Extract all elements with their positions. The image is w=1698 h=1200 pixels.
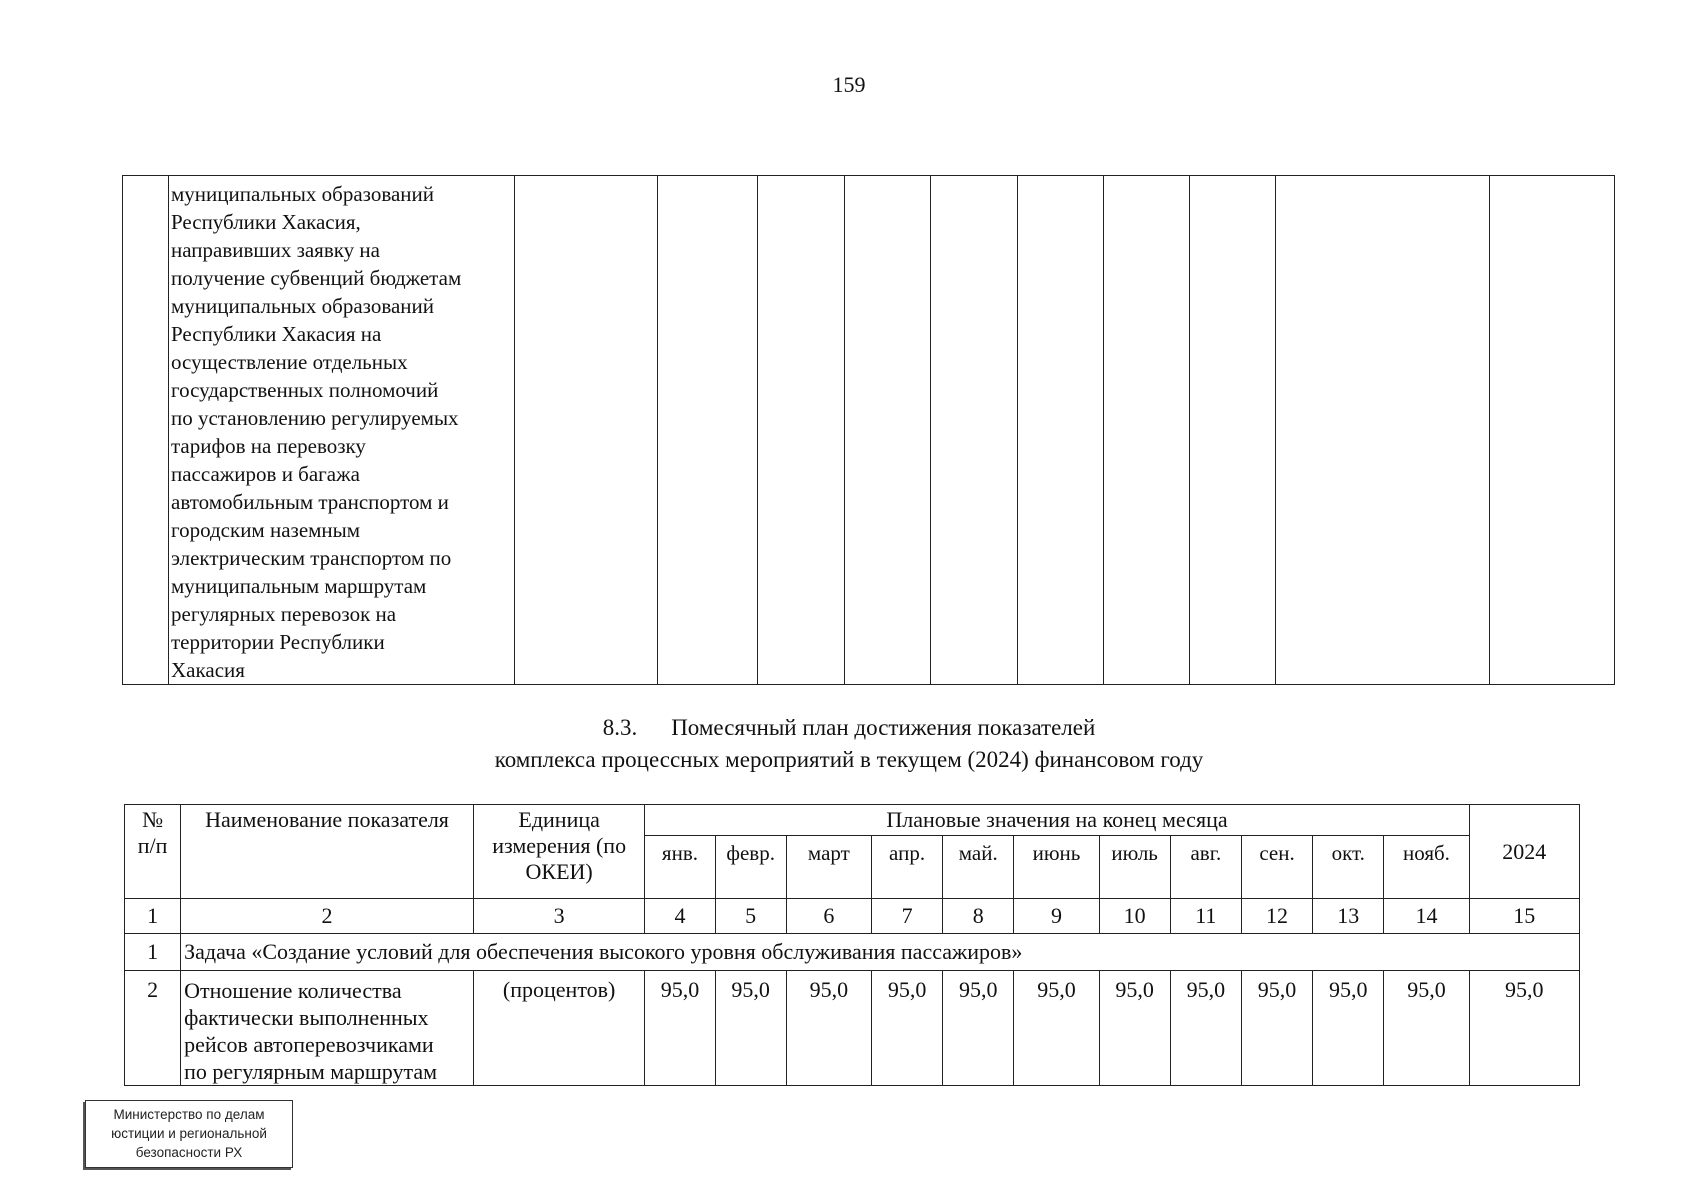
monthly-plan-table <box>124 804 1580 1086</box>
section-title <box>0 712 1698 776</box>
column-number: 10 <box>1099 899 1170 934</box>
indicator-num: 2 <box>125 971 181 1086</box>
column-number: 1 <box>125 899 181 934</box>
column-number: 7 <box>871 899 942 934</box>
value-nov: 95,0 <box>1384 971 1469 1086</box>
cell-empty <box>1018 176 1104 685</box>
header-month-jan: янв. <box>645 836 715 899</box>
cell-empty <box>758 176 845 685</box>
value-2024: 95,0 <box>1469 971 1579 1086</box>
value-mar: 95,0 <box>786 971 871 1086</box>
cell-indicator-continuation <box>169 176 515 685</box>
indicator-continuation-text: муниципальных образований Республики Хакасия, направивших заявку на получение субвенций бюджетам муниципальных образований Республики Хакасия на осуществление отдельных государственных полномочий по установлению регулируемых тарифов на перевозку пассажиров и багажа автомобильным транспортом и городским наземным электрическим транспортом по муниципальным маршрутам регулярных перевозок на территории Республики Хакасия <box>171 182 462 682</box>
header-year: 2024 <box>1469 805 1579 899</box>
column-number: 5 <box>715 899 786 934</box>
section-title-text-1: Помесячный план достижения показателей <box>671 715 1096 740</box>
column-number: 6 <box>786 899 871 934</box>
header-month-mar: март <box>786 836 871 899</box>
column-number: 13 <box>1313 899 1384 934</box>
header-indicator-name: Наименование показателя <box>181 805 474 899</box>
task-num: 1 <box>125 934 181 971</box>
header-month-nov: нояб. <box>1384 836 1469 899</box>
header-plan-values: Плановые значения на конец месяца <box>645 805 1469 836</box>
column-number: 11 <box>1170 899 1241 934</box>
value-may: 95,0 <box>943 971 1014 1086</box>
value-apr: 95,0 <box>871 971 942 1086</box>
task-text: Задача «Создание условий для обеспечения высокого уровня обслуживания пассажиров» <box>181 934 1580 971</box>
header-num: № п/п <box>125 805 181 899</box>
value-jun: 95,0 <box>1014 971 1099 1086</box>
ministry-stamp <box>85 1100 293 1168</box>
header-month-jul: июль <box>1099 836 1170 899</box>
column-number: 12 <box>1241 899 1312 934</box>
column-number: 4 <box>645 899 715 934</box>
indicator-row <box>125 971 1580 1086</box>
value-aug: 95,0 <box>1170 971 1241 1086</box>
cell-empty <box>1490 176 1615 685</box>
column-number: 8 <box>943 899 1014 934</box>
cell-empty <box>1190 176 1276 685</box>
stamp-line: безопасности РХ <box>135 1145 243 1160</box>
header-month-may: май. <box>943 836 1014 899</box>
continuation-row <box>123 176 1615 685</box>
value-sep: 95,0 <box>1241 971 1312 1086</box>
value-feb: 95,0 <box>715 971 786 1086</box>
value-oct: 95,0 <box>1313 971 1384 1086</box>
column-number: 15 <box>1469 899 1579 934</box>
value-jan: 95,0 <box>645 971 715 1086</box>
column-numbers-row <box>125 899 1580 934</box>
column-number: 14 <box>1384 899 1469 934</box>
header-month-aug: авг. <box>1170 836 1241 899</box>
header-row-1 <box>125 805 1580 836</box>
cell-empty <box>515 176 658 685</box>
page-number: 159 <box>832 72 866 97</box>
header-month-feb: февр. <box>715 836 786 899</box>
cell-empty <box>1276 176 1490 685</box>
continuation-table <box>122 175 1615 685</box>
section-title-line1 <box>0 712 1698 744</box>
value-jul: 95,0 <box>1099 971 1170 1086</box>
stamp-line: Министерство по делам <box>113 1107 265 1122</box>
cell-empty <box>931 176 1018 685</box>
column-number: 2 <box>181 899 474 934</box>
stamp-line: юстиции и региональной <box>111 1126 267 1141</box>
section-number: 8.3. <box>602 715 638 740</box>
indicator-unit: (процентов) <box>473 971 644 1086</box>
header-month-oct: окт. <box>1313 836 1384 899</box>
column-number: 3 <box>473 899 644 934</box>
header-month-sep: сен. <box>1241 836 1312 899</box>
header-unit: Единица измерения (по ОКЕИ) <box>473 805 644 899</box>
header-month-jun: июнь <box>1014 836 1099 899</box>
cell-empty <box>1104 176 1190 685</box>
cell-empty <box>658 176 758 685</box>
column-number: 9 <box>1014 899 1099 934</box>
indicator-name: Отношение количества фактически выполненных рейсов автоперевозчиками по регулярным маршрутам <box>181 971 474 1086</box>
section-title-line2: комплекса процессных мероприятий в текущем (2024) финансовом году <box>494 747 1204 772</box>
cell-empty <box>123 176 169 685</box>
task-row <box>125 934 1580 971</box>
cell-empty <box>845 176 931 685</box>
header-month-apr: апр. <box>871 836 942 899</box>
